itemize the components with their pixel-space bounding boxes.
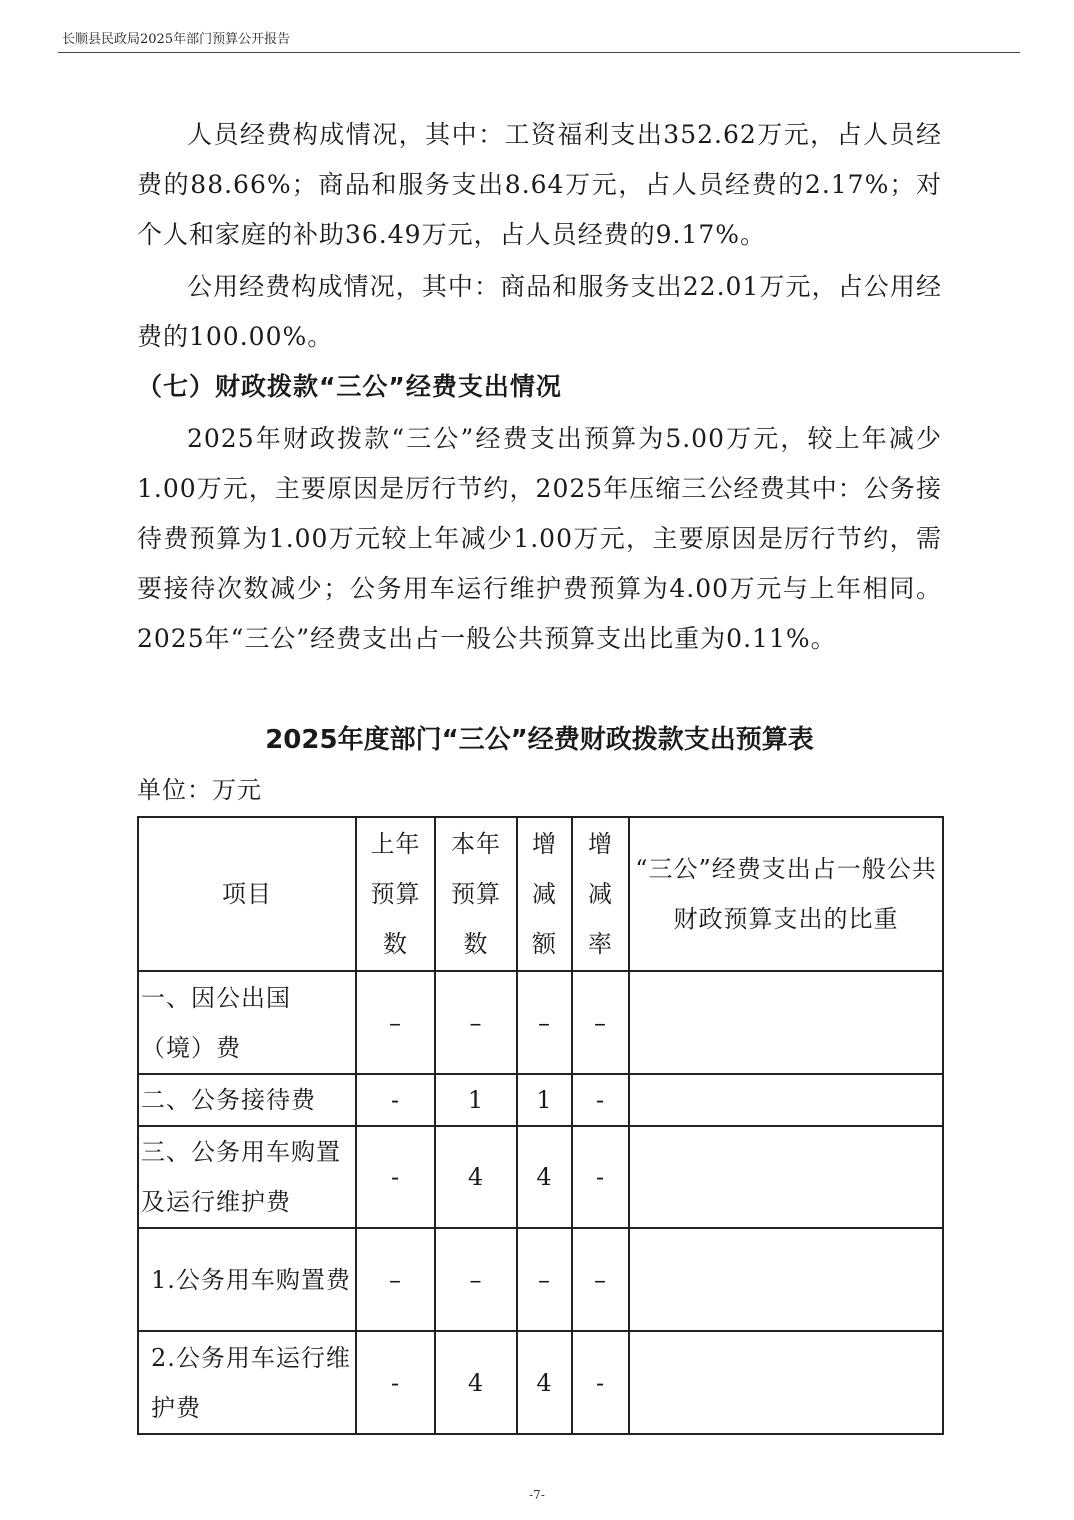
header-curr-budget: 本年预算数 xyxy=(435,817,517,971)
row-prev: – xyxy=(356,971,435,1074)
row-share xyxy=(629,971,943,1074)
sangong-paragraph: 2025年财政拨款“三公”经费支出预算为5.00万元，较上年减少 1.00万元，主要原因是厉行节约，2025年压缩三公经费其中：公务接待费预算为1.00万元较上年减少1.00万元，主要原因是厉行节约，需要接待次数减少；公务用车运行维护费预算为4.00万元与上年相同。2025年“三公”经费支出占一般公共预算支出比重为0.11%。 xyxy=(137,424,942,653)
row-rate: - xyxy=(572,1331,629,1434)
running-header: 长顺县民政局2025年部门预算公开报告 xyxy=(62,32,291,47)
row-share xyxy=(629,1126,943,1228)
table-row xyxy=(138,1228,943,1331)
table-row xyxy=(138,1126,943,1228)
row-curr: – xyxy=(435,1228,517,1331)
row-curr: 1 xyxy=(435,1074,517,1126)
row-item: 二、公务接待费 xyxy=(138,1074,356,1126)
row-item: 1.公务用车购置费 xyxy=(138,1228,356,1331)
row-rate: – xyxy=(572,971,629,1074)
table-row xyxy=(138,1331,943,1434)
header-prev-budget: 上年预算数 xyxy=(356,817,435,971)
row-diff: – xyxy=(517,1228,572,1331)
row-item: 2.公务用车运行维护费 xyxy=(138,1331,356,1434)
budget-table xyxy=(137,816,944,1435)
row-diff: 4 xyxy=(517,1331,572,1434)
table-row xyxy=(138,1074,943,1126)
row-diff: 1 xyxy=(517,1074,572,1126)
row-share xyxy=(629,1331,943,1434)
row-curr: 4 xyxy=(435,1126,517,1228)
header-divider xyxy=(58,52,1020,53)
row-diff: – xyxy=(517,971,572,1074)
table-header-row xyxy=(138,817,943,971)
section-heading: （七）财政拨款“三公”经费支出情况 xyxy=(137,372,562,401)
row-prev: - xyxy=(356,1331,435,1434)
row-rate: - xyxy=(572,1074,629,1126)
row-curr: – xyxy=(435,971,517,1074)
row-diff: 4 xyxy=(517,1126,572,1228)
row-item: 三、公务用车购置及运行维护费 xyxy=(138,1126,356,1228)
row-item: 一、因公出国（境）费 xyxy=(138,971,356,1074)
row-rate: - xyxy=(572,1126,629,1228)
personnel-cost-paragraph: 人员经费构成情况，其中：工资福利支出352.62万元，占人员经费的88.66%；商品和服务支出8.64万元，占人员经费的2.17%；对个人和家庭的补助36.49万元，占人员经费的9.17%。 xyxy=(137,120,942,249)
public-cost-paragraph: 公用经费构成情况，其中：商品和服务支出22.01万元，占公用经费的100.00%。 xyxy=(137,272,942,351)
row-prev: – xyxy=(356,1228,435,1331)
row-prev: - xyxy=(356,1126,435,1228)
header-share: “三公”经费支出占一般公共财政预算支出的比重 xyxy=(629,817,943,971)
page-number: -7- xyxy=(529,1488,545,1502)
row-prev: - xyxy=(356,1074,435,1126)
header-change-rate: 增减率 xyxy=(572,817,629,971)
row-share xyxy=(629,1228,943,1331)
unit-label: 单位：万元 xyxy=(137,776,262,804)
header-change-amount: 增减额 xyxy=(517,817,572,971)
header-item: 项目 xyxy=(138,817,356,971)
row-share xyxy=(629,1074,943,1126)
table-row xyxy=(138,971,943,1074)
row-curr: 4 xyxy=(435,1331,517,1434)
row-rate: – xyxy=(572,1228,629,1331)
table-title: 2025年度部门“三公”经费财政拨款支出预算表 xyxy=(265,725,814,755)
